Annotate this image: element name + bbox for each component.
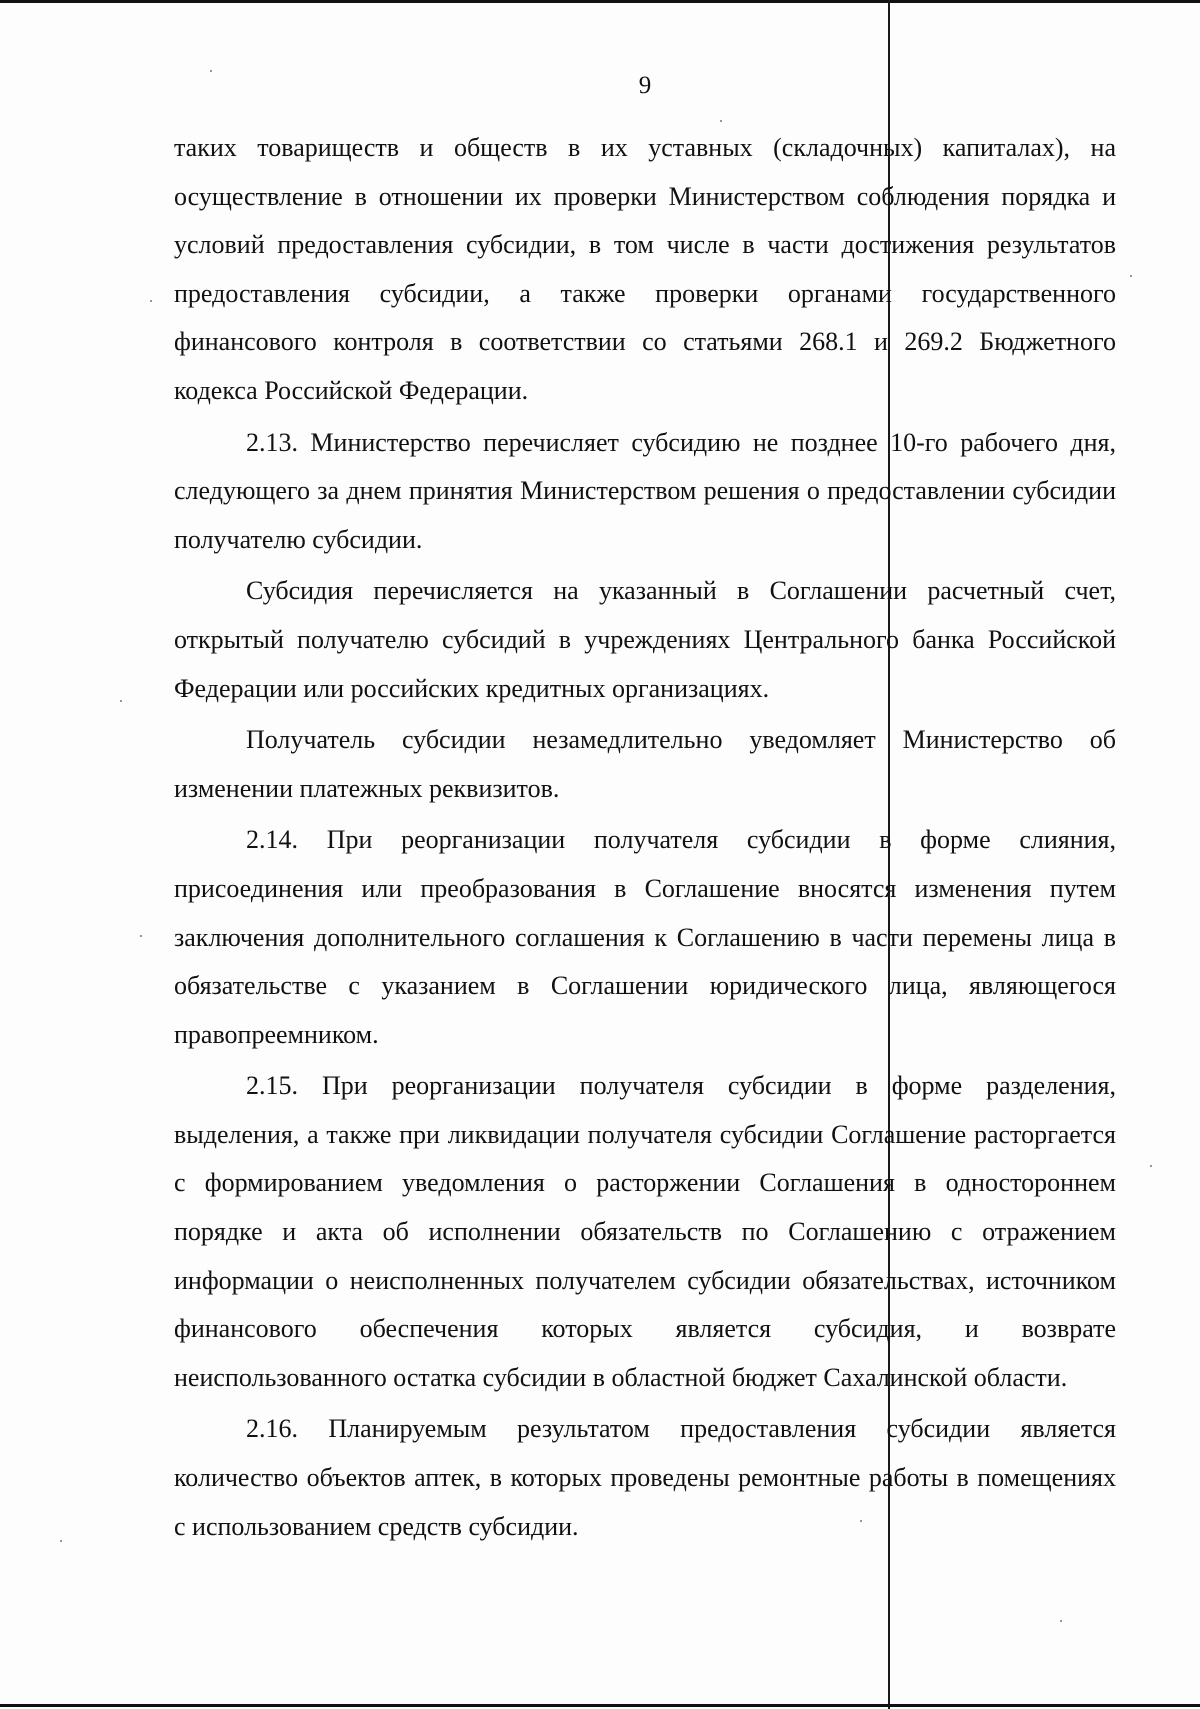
scan-speck	[1130, 275, 1132, 277]
scan-speck	[860, 1520, 862, 1522]
paragraph-continuation: таких товариществ и обществ в их уставных (складочных) капиталах), на осуществление в отношении их проверки Министерством соблюдения порядка и условий предоставления субсидии, в том числе в части достижения результатов предоставления субсидии, а также проверки органами государственного финансового контроля в соответствии со статьями 268.1 и 269.2 Бюджетного кодекса Российской Федерации.	[174, 133, 1116, 405]
paragraph-subsidy-transfer: Субсидия перечисляется на указанный в Соглашении расчетный счет, открытый получателю субсидий в учреждениях Центрального банка Российской Федерации или российских кредитных организациях.	[174, 576, 1116, 703]
scan-speck	[1150, 1165, 1152, 1167]
scan-speck	[720, 120, 722, 122]
scan-speck	[120, 700, 122, 702]
paragraph-2-15: 2.15. При реорганизации получателя субсидии в форме разделения, выделения, а также при ликвидации получателя субсидии Соглашение расторгается с формированием уведомления о расторжении Соглашения в одностороннем порядке и акта об исполнении обязательств по Соглашению с отражением информации о неисполненных получателем субсидии обязательствах, источником финансового обеспечения которых является субсидия, и возврате неиспользованного остатка субсидии в областной бюджет Сахалинской области.	[174, 1071, 1116, 1392]
scan-speck	[140, 935, 142, 937]
scan-speck	[150, 300, 152, 302]
scan-top-border	[0, 0, 1200, 3]
scan-bottom-border	[0, 1704, 1200, 1707]
paragraph-2-13: 2.13. Министерство перечисляет субсидию не позднее 10-го рабочего дня, следующего за днем принятия Министерством решения о предоставлении субсидии получателю субсидии.	[174, 427, 1116, 554]
paragraph-2-16: 2.16. Планируемым результатом предоставления субсидии является количество объектов аптек, в которых проведены ремонтные работы в помещениях с использованием средств субсидии.	[174, 1414, 1116, 1541]
paragraph-notification: Получатель субсидии незамедлительно уведомляет Министерство об изменении платежных реквизитов.	[174, 725, 1116, 803]
scan-speck	[60, 1540, 62, 1542]
page-number: 9	[638, 72, 652, 99]
document-body	[174, 124, 1116, 1551]
paragraph-2-14: 2.14. При реорганизации получателя субсидии в форме слияния, присоединения или преобразования в Соглашение вносятся изменения путем заключения дополнительного соглашения к Соглашению в части перемены лица в обязательстве с указанием в Соглашении юридического лица, являющегося правопреемником.	[174, 825, 1116, 1049]
scan-speck	[1060, 1620, 1062, 1622]
scan-speck	[210, 70, 212, 72]
